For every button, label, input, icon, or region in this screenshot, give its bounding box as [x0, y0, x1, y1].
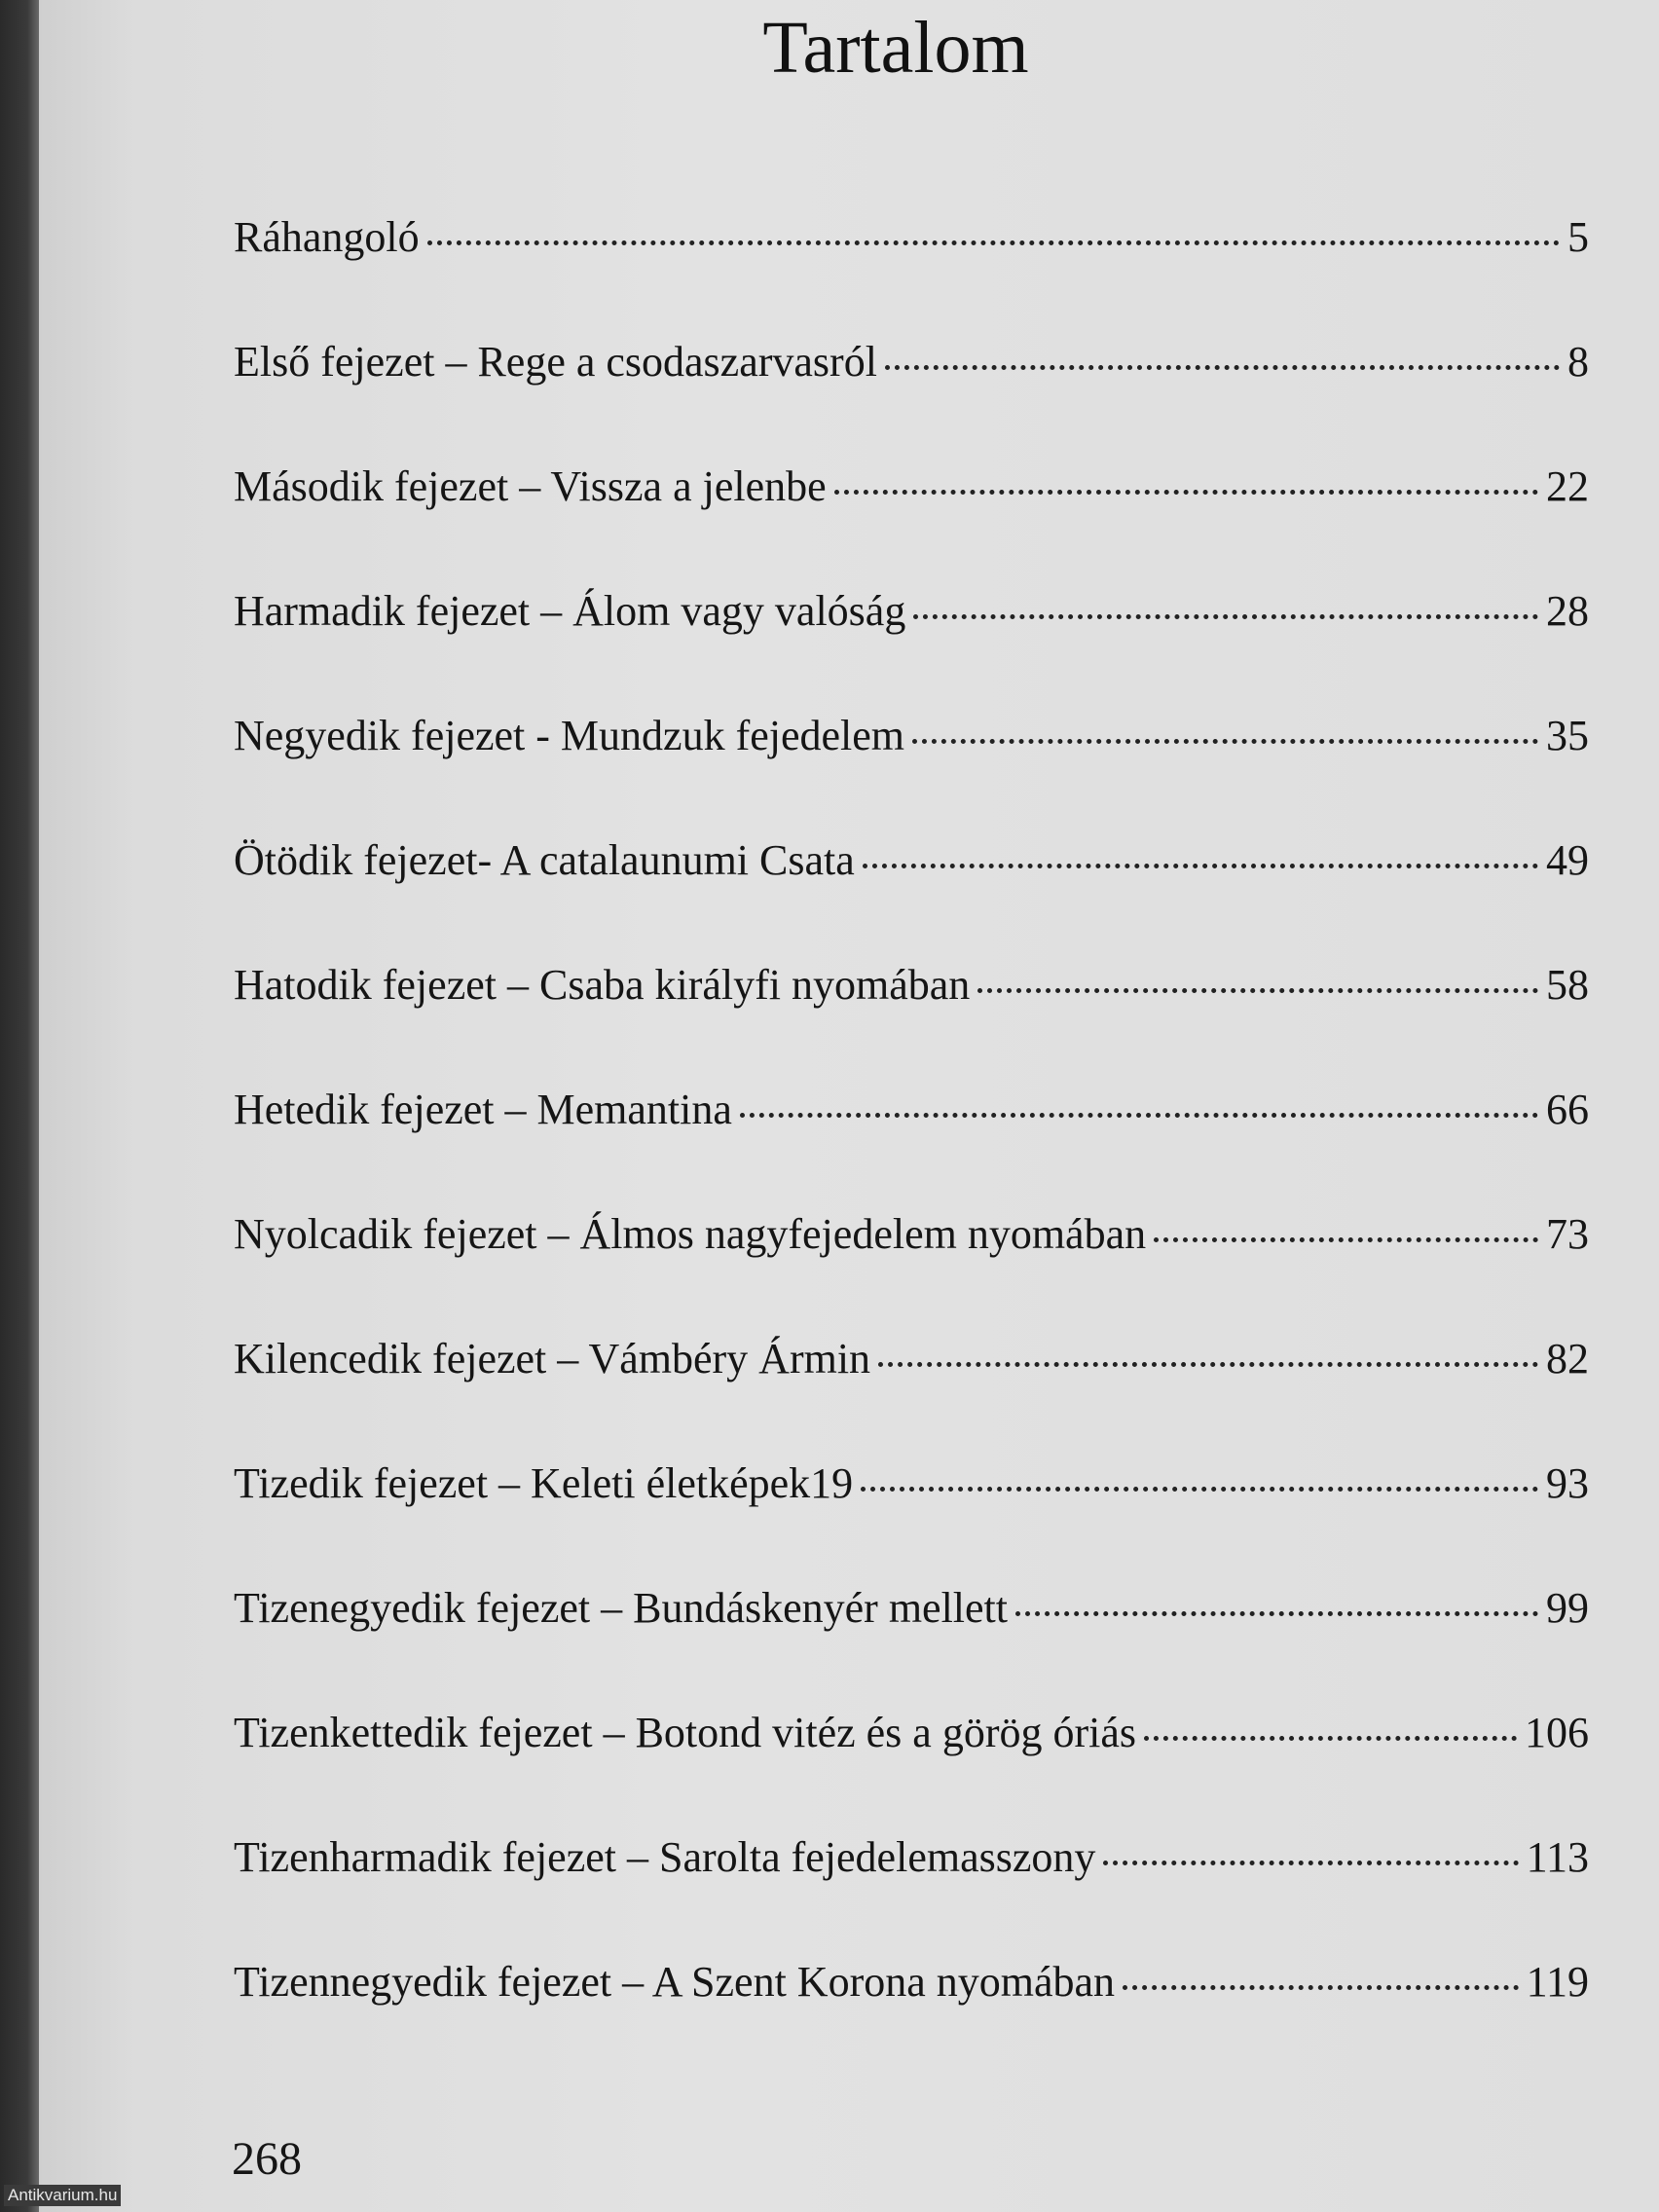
toc-entry-title: Tizenharmadik fejezet – Sarolta fejedelemasszony: [234, 1833, 1096, 1881]
toc-entry: [234, 212, 1589, 337]
toc-entry-title: Harmadik fejezet – Álom vagy valóság: [234, 587, 906, 635]
toc-entry-title: Ráhangoló: [234, 213, 420, 261]
toc-entry-page: 106: [1525, 1709, 1589, 1756]
toc-entry: [234, 711, 1589, 835]
toc-entry-page: 35: [1546, 712, 1589, 759]
toc-entry-page: 93: [1546, 1459, 1589, 1507]
page-title: Tartalom: [762, 7, 1029, 89]
toc-entry: [234, 1957, 1589, 2082]
toc-entry-page: 28: [1546, 587, 1589, 635]
toc-entry-page: 99: [1546, 1584, 1589, 1632]
toc-entry: [234, 1708, 1589, 1832]
dot-leader: [1144, 1736, 1517, 1741]
toc-entry-page: 8: [1567, 338, 1589, 386]
book-spine: [0, 0, 39, 2212]
dot-leader: [1103, 1861, 1518, 1865]
dot-leader: [977, 988, 1538, 993]
toc-entry-page: 58: [1546, 961, 1589, 1009]
dot-leader: [1154, 1237, 1538, 1242]
toc-entry-title: Tizedik fejezet – Keleti életképek19: [234, 1459, 854, 1507]
dot-leader: [427, 240, 1560, 245]
dot-leader: [834, 490, 1538, 495]
toc-entry-title: Tizennegyedik fejezet – A Szent Korona nyomában: [234, 1958, 1116, 2006]
toc-entry-page: 73: [1546, 1210, 1589, 1258]
toc-entry-title: Második fejezet – Vissza a jelenbe: [234, 462, 827, 510]
dot-leader: [1123, 1985, 1519, 1990]
toc-entry: [234, 1583, 1589, 1708]
dot-leader: [885, 365, 1560, 370]
dot-leader: [913, 614, 1538, 619]
toc-entry-page: 49: [1546, 836, 1589, 884]
toc-entry-page: 66: [1546, 1086, 1589, 1133]
watermark: Antikvarium.hu: [4, 2185, 121, 2206]
toc-entry-title: Tizenkettedik fejezet – Botond vitéz és a görög óriás: [234, 1709, 1137, 1756]
toc-entry: [234, 960, 1589, 1085]
toc-entry-title: Kilencedik fejezet – Vámbéry Ármin: [234, 1335, 871, 1382]
toc-entry-title: Első fejezet – Rege a csodaszarvasról: [234, 338, 877, 386]
dot-leader: [912, 739, 1538, 744]
dot-leader: [740, 1113, 1538, 1118]
toc-entry: [234, 1832, 1589, 1957]
toc-entry: [234, 461, 1589, 586]
toc-entry-title: Ötödik fejezet- A catalaunumi Csata: [234, 836, 855, 884]
toc-entry: [234, 1085, 1589, 1209]
toc-entry: [234, 835, 1589, 960]
dot-leader: [1015, 1611, 1538, 1616]
dot-leader: [861, 1487, 1538, 1492]
toc-entry-page: 113: [1526, 1833, 1589, 1881]
toc-entry-page: 119: [1526, 1958, 1589, 2006]
dot-leader: [863, 864, 1538, 868]
toc-entry-title: Hatodik fejezet – Csaba királyfi nyomában: [234, 961, 971, 1009]
toc-entry: [234, 337, 1589, 461]
toc-entry-page: 82: [1546, 1335, 1589, 1382]
book-page: [39, 0, 1659, 2212]
toc-entry-title: Tizenegyedik fejezet – Bundáskenyér mellett: [234, 1584, 1009, 1632]
toc-entry: [234, 1209, 1589, 1334]
toc-entry-title: Negyedik fejezet - Mundzuk fejedelem: [234, 712, 905, 759]
page-number: 268: [232, 2133, 302, 2185]
toc-entry-title: Nyolcadik fejezet – Álmos nagyfejedelem nyomában: [234, 1210, 1147, 1258]
toc-entry: [234, 1334, 1589, 1458]
toc-entry-page: 5: [1567, 213, 1589, 261]
dot-leader: [878, 1362, 1538, 1367]
table-of-contents: [234, 212, 1589, 2082]
toc-entry: [234, 586, 1589, 711]
toc-entry-title: Hetedik fejezet – Memantina: [234, 1086, 732, 1133]
toc-entry: [234, 1458, 1589, 1583]
toc-entry-page: 22: [1546, 462, 1589, 510]
